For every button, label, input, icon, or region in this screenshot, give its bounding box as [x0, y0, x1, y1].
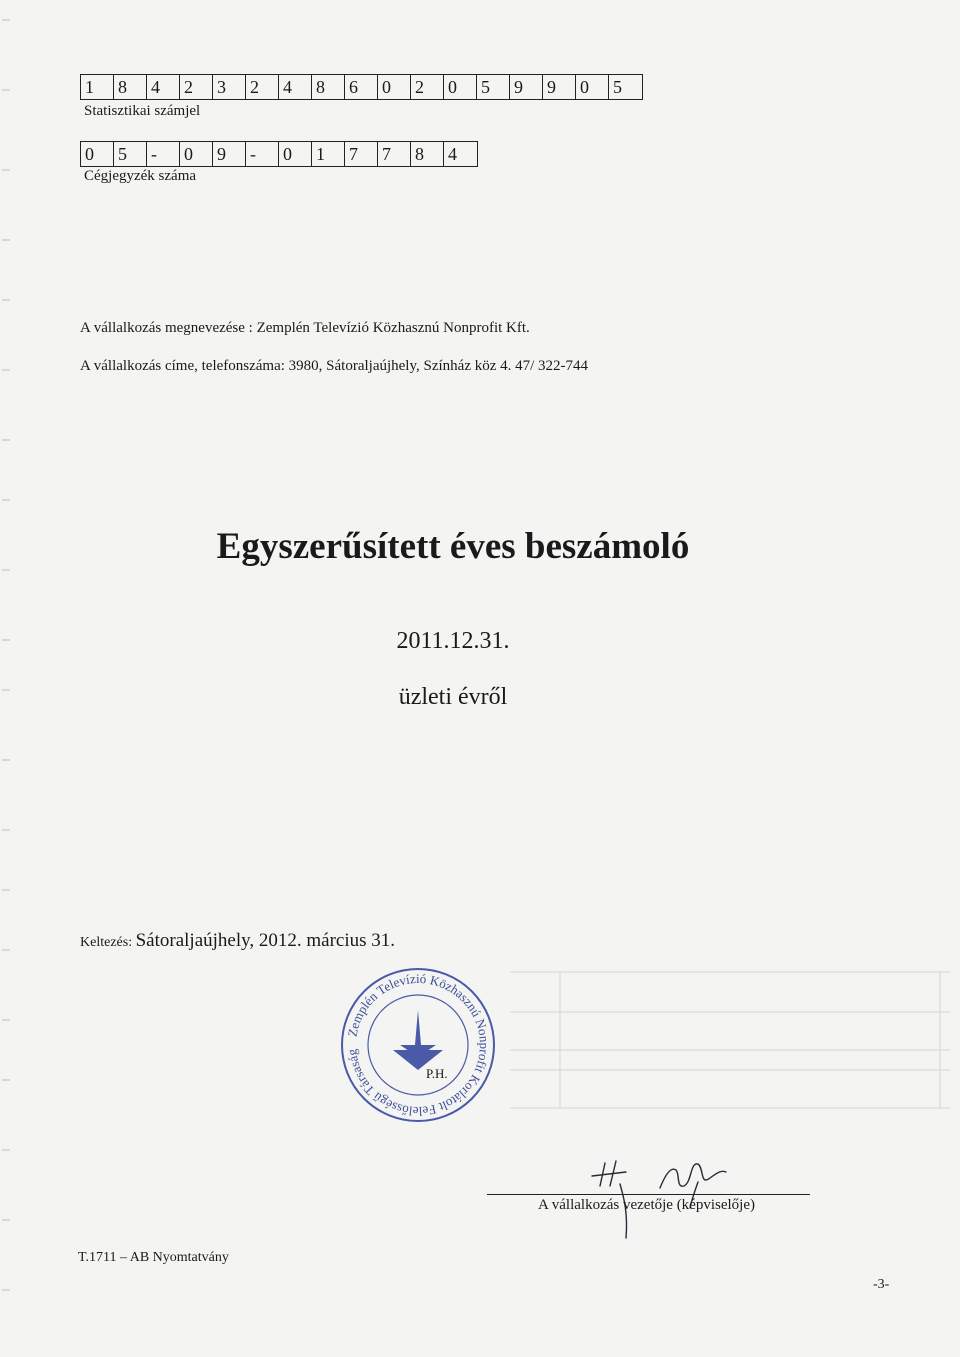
digit-cell: 0 [279, 142, 312, 166]
report-date: 2011.12.31. [396, 628, 510, 654]
company-address-line: A vállalkozás címe, telefonszáma: 3980, Sátoraljaújhely, Színház köz 4. 47/ 322-744 [80, 358, 589, 374]
statistical-number-label: Statisztikai számjel [84, 103, 201, 119]
page-number: -3- [873, 1277, 890, 1292]
digit-cell: 9 [213, 142, 246, 166]
digit-cell: 0 [444, 75, 477, 99]
report-period: üzleti évről [398, 684, 508, 710]
digit-cell: 6 [345, 75, 378, 99]
digit-cell: - [246, 142, 279, 166]
digit-cell: 7 [345, 142, 378, 166]
digit-cell: 4 [147, 75, 180, 99]
digit-cell: 0 [576, 75, 609, 99]
digit-cell: 7 [378, 142, 411, 166]
digit-cell: 1 [312, 142, 345, 166]
digit-cell: 5 [114, 142, 147, 166]
digit-cell: 2 [180, 75, 213, 99]
dating-value: Sátoraljaújhely, 2012. március 31. [135, 930, 396, 951]
digit-cell: 2 [246, 75, 279, 99]
dating-label: Keltezés: [80, 935, 133, 950]
digit-cell: 2 [411, 75, 444, 99]
company-stamp [338, 965, 498, 1125]
statistical-number-boxes [80, 74, 643, 100]
digit-cell: 5 [613, 77, 622, 97]
digit-cell: 5 [477, 75, 510, 99]
digit-cell: 9 [543, 75, 576, 99]
company-registry-boxes [80, 141, 478, 167]
digit-cell: 0 [378, 75, 411, 99]
digit-cell: 0 [81, 142, 114, 166]
antenna-icon [393, 1010, 443, 1070]
digit-cell: 9 [510, 75, 543, 99]
show-through-table [510, 940, 950, 1110]
stamp-center-text: P.H. [426, 1066, 448, 1081]
dating-line [80, 930, 395, 952]
digit-cell: 4 [448, 144, 457, 164]
digit-cell: 0 [180, 142, 213, 166]
stamp-ring-text: Zemplén Televízió Közhasznú Nonprofit Korlátolt Felelősségű Társaság [344, 970, 493, 1120]
form-code: T.1711 – AB Nyomtatvány [78, 1250, 229, 1265]
digit-cell: 1 [81, 75, 114, 99]
digit-cell: 4 [279, 75, 312, 99]
company-name-line: A vállalkozás megnevezése : Zemplén Televízió Közhasznú Nonprofit Kft. [80, 320, 530, 336]
digit-cell: - [147, 142, 180, 166]
digit-cell: 8 [312, 75, 345, 99]
company-registry-label: Cégjegyzék száma [84, 168, 197, 184]
digit-cell: 3 [213, 75, 246, 99]
signature-caption: A vállalkozás vezetője (képviselője) [538, 1197, 755, 1213]
report-title: Egyszerűsített éves beszámoló [216, 526, 690, 567]
scan-edge-marks [0, 0, 12, 1357]
signature-line [487, 1194, 810, 1195]
digit-cell: 8 [114, 75, 147, 99]
digit-cell: 8 [411, 142, 444, 166]
